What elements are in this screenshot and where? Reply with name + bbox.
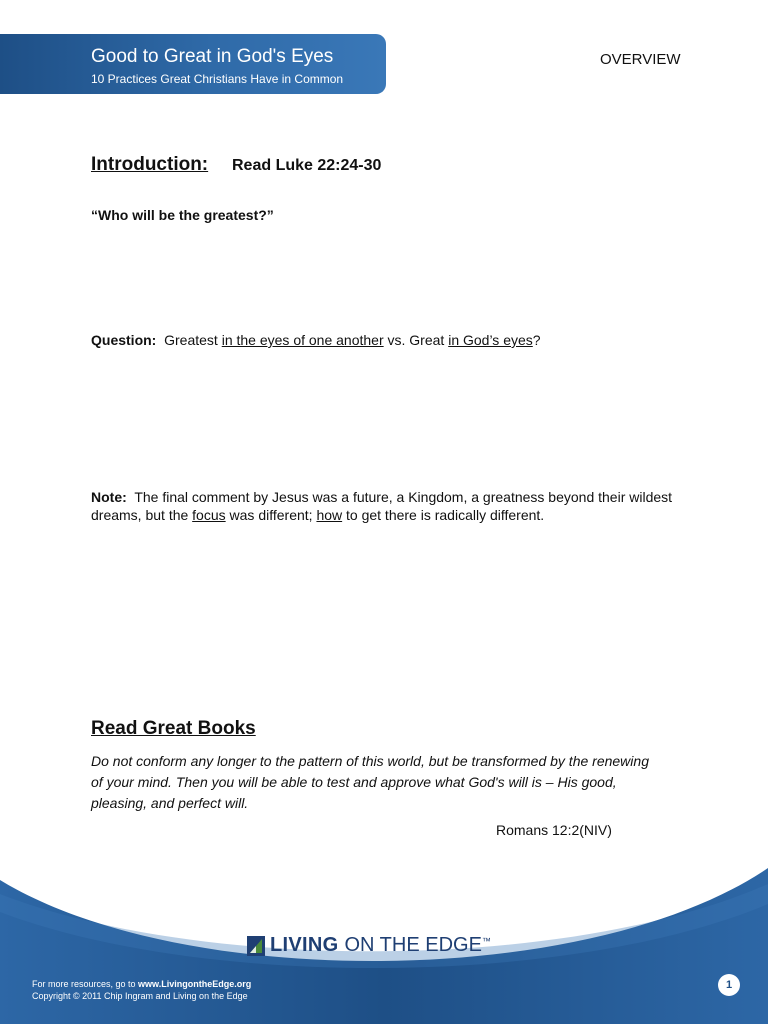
- intro-quote: “Who will be the greatest?”: [91, 207, 274, 223]
- note-underline-2: how: [316, 507, 343, 523]
- question-underline-1: in the eyes of one another: [221, 332, 384, 348]
- living-on-the-edge-logo: [247, 934, 491, 957]
- section-label: OVERVIEW: [600, 51, 681, 68]
- books-heading: Read Great Books: [91, 718, 256, 739]
- question-underline-2: in God’s eyes: [448, 332, 533, 348]
- verse-reference: Romans 12:2(NIV): [496, 822, 612, 838]
- document-subtitle: 10 Practices Great Christians Have in Common: [91, 72, 344, 86]
- question-text-3: ?: [532, 332, 541, 348]
- note-label: Note:: [91, 489, 127, 505]
- note-paragraph: [91, 488, 691, 524]
- footer-resources: [32, 979, 251, 989]
- page-number-badge: 1: [718, 974, 740, 996]
- note-underline-1: focus: [192, 507, 226, 523]
- logo-text-living: LIVING: [270, 934, 339, 956]
- note-text-2: was different;: [225, 507, 317, 523]
- note-text-3: to get there is radically different.: [342, 507, 545, 523]
- introduction-heading: Introduction:: [91, 154, 209, 175]
- note-text-1: The final comment by Jesus was a future, a Kingdom, a greatness beyond their wildest dreams, but the: [91, 489, 673, 523]
- question-paragraph: [91, 332, 541, 348]
- logo-text-on-the-edge: ON THE EDGE: [344, 934, 482, 956]
- document-title: Good to Great in God's Eyes: [91, 46, 334, 67]
- resources-link[interactable]: www.LivingontheEdge.org: [138, 979, 252, 989]
- question-text-1: Greatest: [164, 332, 222, 348]
- resources-prefix: For more resources, go to: [32, 979, 139, 989]
- question-text-2: vs. Great: [383, 332, 449, 348]
- trademark-symbol: ™: [481, 936, 491, 946]
- question-label: Question:: [91, 332, 157, 348]
- logo-mark-icon: [247, 936, 265, 956]
- scripture-reference: Read Luke 22:24-30: [232, 157, 382, 174]
- scripture-verse: Do not conform any longer to the pattern of this world, but be transformed by the renewing of your mind. Then you will be able to test and approve what God's will is – His good, pleasing, and perfect will.: [91, 753, 649, 811]
- footer-copyright: Copyright © 2011 Chip Ingram and Living on the Edge: [32, 991, 248, 1001]
